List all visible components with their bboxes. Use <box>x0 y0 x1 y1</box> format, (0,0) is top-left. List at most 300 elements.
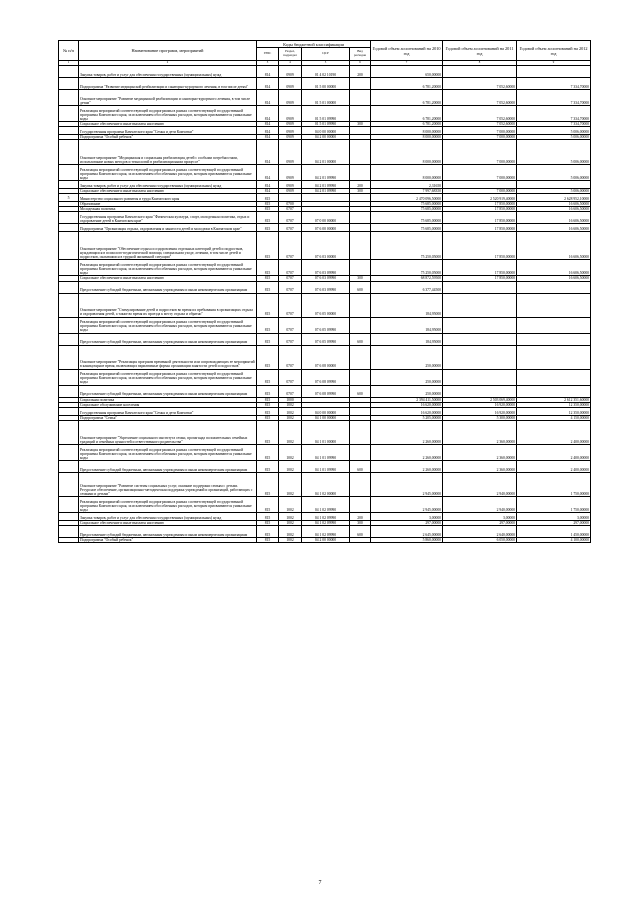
amount-2012-cell: 1 450,00000 <box>517 525 591 537</box>
section-code-cell: 0707 <box>279 281 302 293</box>
grbs-cell: 814 <box>257 135 279 140</box>
amount-2011-cell: 2 940,00000 <box>443 472 517 496</box>
section-code-cell: 1002 <box>279 496 302 512</box>
grbs-cell: 815 <box>257 207 279 212</box>
amount-2012-cell <box>517 66 591 78</box>
row-number-cell <box>59 472 79 496</box>
expense-type-cell <box>350 194 371 202</box>
row-number-cell <box>59 293 79 317</box>
expense-type-cell: 600 <box>350 333 371 345</box>
section-code-cell: 0707 <box>279 207 302 212</box>
amount-2010-cell: 75 685,00000 <box>371 207 443 212</box>
expense-type-cell <box>350 232 371 260</box>
grbs-cell: 815 <box>257 402 279 407</box>
amount-2010-cell: 2 945,00000 <box>371 472 443 496</box>
section-code-cell: 0909 <box>279 181 302 189</box>
amount-2010-cell: 2 645,00000 <box>371 525 443 537</box>
program-name-cell: Молодежная политика <box>79 207 257 212</box>
program-name-cell: Реализация мероприятий соответствующей подпрограммы в рамках соответствующей государственной программы Камчатского края, за исключением обособленных расходов, которым присваиваются уникальные коды <box>79 165 257 181</box>
grbs-cell: 815 <box>257 385 279 397</box>
amount-2010-cell: 250,00000 <box>371 369 443 385</box>
table-row <box>59 293 591 317</box>
grbs-cell: 815 <box>257 317 279 333</box>
amount-2010-cell: 16 620,00000 <box>371 402 443 407</box>
program-name-cell: Социальное обслуживание населения <box>79 402 257 407</box>
grbs-cell: 814 <box>257 122 279 127</box>
section-code-cell: 0909 <box>279 66 302 78</box>
program-name-cell: Подпрограмма "Особый ребенок" <box>79 537 257 542</box>
csr-code-cell: 07 0 00 00000 <box>302 212 350 224</box>
program-name-cell: Основное мероприятие "Реализация программ временной деятельности или сопровождающих ее мероприятий в каникулярное время, включающих вариативные формы организации занятости детей и подростков" <box>79 345 257 369</box>
row-number-cell <box>59 78 79 90</box>
amount-2010-cell: 6 781,20000 <box>371 106 443 122</box>
section-code-cell: 1002 <box>279 520 302 525</box>
program-name-cell: Государственная программа Камчатского края "Физическая культура, спорт, молодежная политика, отдых и оздоровление детей в Камчатском крае" <box>79 212 257 224</box>
grbs-cell: 815 <box>257 397 279 402</box>
grbs-cell: 815 <box>257 444 279 460</box>
amount-2012-cell <box>517 333 591 345</box>
section-code-cell: 0707 <box>279 212 302 224</box>
amount-2012-cell: 4 150,00000 <box>517 415 591 420</box>
amount-2011-cell <box>443 385 517 397</box>
amount-2011-cell <box>443 281 517 293</box>
row-number-cell <box>59 232 79 260</box>
amount-2012-cell <box>517 385 591 397</box>
row-number-cell <box>59 224 79 232</box>
program-name-cell: Социальное обеспечение и иные выплаты населению <box>79 122 257 127</box>
table-row <box>59 90 591 106</box>
csr-code-cell: 04 1 02 09990 <box>302 525 350 537</box>
section-code-cell: 1002 <box>279 512 302 520</box>
grbs-cell: 815 <box>257 194 279 202</box>
amount-2011-cell: 297,00000 <box>443 520 517 525</box>
budget-document-page <box>58 40 590 543</box>
amount-2010-cell: 2 260,00000 <box>371 444 443 460</box>
grbs-cell: 814 <box>257 90 279 106</box>
grbs-cell: 815 <box>257 369 279 385</box>
table-row <box>59 496 591 512</box>
header-2011: Годовой объем ассигнований на 2011 год <box>443 41 517 61</box>
csr-code-cell: 01 5 00 00000 <box>302 78 350 90</box>
table-header <box>59 41 591 66</box>
section-code-cell: 1000 <box>279 397 302 402</box>
amount-2011-cell <box>443 66 517 78</box>
program-name-cell: Предоставление субсидий бюджетным, автономным учреждениям и иным некоммерческим организациям <box>79 281 257 293</box>
csr-code-cell: 07 6 08 09990 <box>302 385 350 397</box>
expense-type-cell: 300 <box>350 122 371 127</box>
grbs-cell: 815 <box>257 212 279 224</box>
expense-type-cell: 200 <box>350 181 371 189</box>
amount-2010-cell: 5 860,00000 <box>371 537 443 542</box>
grbs-cell: 815 <box>257 472 279 496</box>
csr-code-cell: 04 2 01 09990 <box>302 189 350 194</box>
row-number-cell <box>59 537 79 542</box>
expense-type-cell: 600 <box>350 281 371 293</box>
expense-type-cell: 200 <box>350 66 371 78</box>
section-code-cell: 0707 <box>279 224 302 232</box>
table-row <box>59 212 591 224</box>
amount-2012-cell: 12 350,00000 <box>517 407 591 415</box>
expense-type-cell: 600 <box>350 385 371 397</box>
row-number-cell <box>59 525 79 537</box>
amount-2011-cell: 2 503 069,40000 <box>443 397 517 402</box>
amount-2010-cell: 8 000,00000 <box>371 140 443 165</box>
amount-2012-cell: 16 606,50000 <box>517 232 591 260</box>
grbs-cell: 815 <box>257 345 279 369</box>
table-row <box>59 122 591 127</box>
amount-2012-cell <box>517 181 591 189</box>
expense-type-cell <box>350 420 371 444</box>
section-code-cell: 0707 <box>279 369 302 385</box>
section-code-cell: 0909 <box>279 127 302 135</box>
program-name-cell: Подпрограмма "Развитие медицинской реабилитации и санаторно-курортного лечения, в том числе детям" <box>79 78 257 90</box>
amount-2012-cell: 4 100,00000 <box>517 537 591 542</box>
amount-2010-cell: 7 997,68350 <box>371 189 443 194</box>
amount-2011-cell: 7 052,60000 <box>443 122 517 127</box>
amount-2011-cell: 2 940,00000 <box>443 496 517 512</box>
section-code-cell: 0909 <box>279 106 302 122</box>
amount-2011-cell: 6 050,00000 <box>443 537 517 542</box>
section-code-cell: 0707 <box>279 232 302 260</box>
amount-2010-cell: 75 685,00000 <box>371 212 443 224</box>
amount-2012-cell: 2 400,00000 <box>517 460 591 472</box>
section-code-cell <box>279 194 302 202</box>
expense-type-cell: 600 <box>350 460 371 472</box>
amount-2010-cell: 6 781,20000 <box>371 122 443 127</box>
amount-2011-cell: 2 520 919,40000 <box>443 194 517 202</box>
budget-table <box>58 40 591 543</box>
table-row <box>59 232 591 260</box>
amount-2010-cell: 68 872,59500 <box>371 276 443 281</box>
expense-type-cell: 300 <box>350 276 371 281</box>
amount-2011-cell: 17 850,00000 <box>443 260 517 276</box>
expense-type-cell <box>350 537 371 542</box>
amount-2011-cell: 5 300,00000 <box>443 415 517 420</box>
grbs-cell: 815 <box>257 512 279 520</box>
amount-2012-cell: 2 612 351,60000 <box>517 397 591 402</box>
amount-2010-cell: 2 945,00000 <box>371 496 443 512</box>
amount-2010-cell: 75 685,00000 <box>371 202 443 207</box>
amount-2012-cell: 16 606,50000 <box>517 207 591 212</box>
program-name-cell: Подпрограмма "Организация отдыха, оздоровления и занятости детей и молодежи в Камчатском крае" <box>79 224 257 232</box>
csr-code-cell: 07 6 03 09990 <box>302 281 350 293</box>
csr-code-cell: 01 5 01 00000 <box>302 90 350 106</box>
amount-2011-cell: 7 052,60000 <box>443 106 517 122</box>
csr-code-cell: 04 2 00 00000 <box>302 537 350 542</box>
program-name-cell: Предоставление субсидий бюджетным, автономным учреждениям и иным некоммерческим организациям <box>79 525 257 537</box>
row-number-cell <box>59 420 79 444</box>
table-row <box>59 140 591 165</box>
row-number-cell <box>59 140 79 165</box>
amount-2011-cell: 17 850,00000 <box>443 212 517 224</box>
table-row <box>59 181 591 189</box>
csr-code-cell: 07 6 05 00000 <box>302 293 350 317</box>
program-name-cell: Основное мероприятие "Обеспечение отдыха и оздоровления отдельных категорий детей и подростков, нуждающихся в психолого-педагогической помощи, специальном уходе, лечении, в том числе детей и подростков, оказавшихся в трудной жизненной ситуации" <box>79 232 257 260</box>
program-name-cell: Предоставление субсидий бюджетным, автономным учреждениям и иным некоммерческим организациям <box>79 460 257 472</box>
table-row <box>59 194 591 202</box>
grbs-cell: 814 <box>257 165 279 181</box>
csr-code-cell: 01 5 01 09990 <box>302 122 350 127</box>
amount-2012-cell <box>517 293 591 317</box>
amount-2010-cell: 184,95000 <box>371 293 443 317</box>
row-number-cell <box>59 90 79 106</box>
expense-type-cell <box>350 140 371 165</box>
expense-type-cell <box>350 224 371 232</box>
row-number-cell <box>59 512 79 520</box>
amount-2011-cell: 17 850,00000 <box>443 207 517 212</box>
header-num: № п/п <box>59 41 79 61</box>
program-name-cell: Подпрограмма "Семья" <box>79 415 257 420</box>
amount-2011-cell: 7 000,00000 <box>443 135 517 140</box>
expense-type-cell <box>350 444 371 460</box>
csr-code-cell: 07 6 03 09990 <box>302 276 350 281</box>
section-code-cell: 1002 <box>279 407 302 415</box>
grbs-cell: 815 <box>257 281 279 293</box>
table-row <box>59 345 591 369</box>
expense-type-cell <box>350 407 371 415</box>
program-name-cell: Основное мероприятие "Развитие системы социальных услуг, оказание поддержки семьям с детьми. Ресурсное обеспечение, организационно-методическая поддержка учреждений и организаций, работающих с семьями и детьми" <box>79 472 257 496</box>
amount-2010-cell: 8 000,00000 <box>371 165 443 181</box>
section-code-cell: 0909 <box>279 189 302 194</box>
table-body <box>59 66 591 543</box>
csr-code-cell: 07 6 03 09990 <box>302 260 350 276</box>
expense-type-cell <box>350 345 371 369</box>
section-code-cell: 0909 <box>279 78 302 90</box>
csr-code-cell: 04 1 02 09990 <box>302 496 350 512</box>
csr-code-cell: 07 6 08 09990 <box>302 369 350 385</box>
row-number-cell <box>59 369 79 385</box>
amount-2012-cell: 2 628 952,10000 <box>517 194 591 202</box>
section-code-cell: 1002 <box>279 472 302 496</box>
table-row <box>59 165 591 181</box>
expense-type-cell: 600 <box>350 525 371 537</box>
expense-type-cell <box>350 496 371 512</box>
amount-2011-cell: 3,00000 <box>443 512 517 520</box>
column-number: 7 <box>371 61 443 66</box>
row-number-cell <box>59 181 79 189</box>
grbs-cell: 814 <box>257 181 279 189</box>
section-code-cell: 1002 <box>279 525 302 537</box>
amount-2012-cell: 2 400,00000 <box>517 420 591 444</box>
expense-type-cell: 300 <box>350 520 371 525</box>
expense-type-cell <box>350 106 371 122</box>
csr-code-cell: 07 6 08 00000 <box>302 345 350 369</box>
amount-2011-cell: 17 850,00000 <box>443 224 517 232</box>
csr-code-cell: 04 1 00 00000 <box>302 415 350 420</box>
table-row <box>59 537 591 542</box>
amount-2010-cell: 2 394 411,50000 <box>371 397 443 402</box>
program-name-cell: Предоставление субсидий бюджетным, автономным учреждениям и иным некоммерческим организациям <box>79 333 257 345</box>
grbs-cell: 815 <box>257 202 279 207</box>
amount-2011-cell: 7 000,00000 <box>443 165 517 181</box>
table-row <box>59 317 591 333</box>
amount-2011-cell: 16 920,00000 <box>443 402 517 407</box>
row-number-cell <box>59 496 79 512</box>
amount-2011-cell: 17 850,00000 <box>443 232 517 260</box>
program-name-cell: Социальная политика <box>79 397 257 402</box>
grbs-cell: 814 <box>257 106 279 122</box>
csr-code-cell: 01 4 02 10190 <box>302 66 350 78</box>
amount-2011-cell: 16 920,00000 <box>443 407 517 415</box>
amount-2011-cell: 17 850,00000 <box>443 202 517 207</box>
row-number-cell <box>59 212 79 224</box>
row-number-cell: 5 <box>59 194 79 202</box>
table-row <box>59 276 591 281</box>
amount-2011-cell: 2 360,00000 <box>443 444 517 460</box>
program-name-cell: Реализация мероприятий соответствующей подпрограммы в рамках соответствующей государственной программы Камчатского края, за исключением обособленных расходов, которым присваиваются уникальные коды <box>79 106 257 122</box>
amount-2010-cell: 75 685,00000 <box>371 224 443 232</box>
column-number: 9 <box>517 61 591 66</box>
amount-2011-cell: 2 360,00000 <box>443 460 517 472</box>
grbs-cell: 815 <box>257 407 279 415</box>
grbs-cell: 815 <box>257 525 279 537</box>
amount-2012-cell: 16 606,50000 <box>517 276 591 281</box>
amount-2012-cell: 1 750,00000 <box>517 472 591 496</box>
row-number-cell <box>59 106 79 122</box>
program-name-cell: Реализация мероприятий соответствующей подпрограммы в рамках соответствующей государственной программы Камчатского края, за исключением обособленных расходов, которым присваиваются уникальные коды <box>79 496 257 512</box>
amount-2011-cell: 7 000,00000 <box>443 140 517 165</box>
header-2010: Годовой объем ассигнований на 2010 год <box>371 41 443 61</box>
amount-2012-cell <box>517 369 591 385</box>
expense-type-cell <box>350 293 371 317</box>
program-name-cell: Государственная программа Камчатского края "Семья и дети Камчатки" <box>79 127 257 135</box>
program-name-cell: Социальное обеспечение и иные выплаты населению <box>79 276 257 281</box>
amount-2012-cell: 5 006,00000 <box>517 135 591 140</box>
row-number-cell <box>59 260 79 276</box>
program-name-cell: Реализация мероприятий соответствующей подпрограммы в рамках соответствующей государственной программы Камчатского края, за исключением обособленных расходов, которым присваиваются уникальные коды <box>79 317 257 333</box>
csr-code-cell: 07 6 05 09990 <box>302 317 350 333</box>
amount-2012-cell: 7 334,70000 <box>517 106 591 122</box>
row-number-cell <box>59 407 79 415</box>
amount-2012-cell: 7 334,70000 <box>517 122 591 127</box>
amount-2011-cell <box>443 345 517 369</box>
expense-type-cell <box>350 317 371 333</box>
amount-2010-cell: 184,95000 <box>371 333 443 345</box>
expense-type-cell <box>350 472 371 496</box>
expense-type-cell <box>350 212 371 224</box>
amount-2011-cell: 7 000,00000 <box>443 127 517 135</box>
header-name: Наименование программ, мероприятий <box>79 41 257 61</box>
csr-code-cell: 04 0 00 00000 <box>302 407 350 415</box>
grbs-cell: 815 <box>257 420 279 444</box>
grbs-cell: 815 <box>257 460 279 472</box>
amount-2012-cell: 5 006,00000 <box>517 140 591 165</box>
csr-code-cell: 04 2 01 00000 <box>302 140 350 165</box>
program-name-cell: Государственная программа Камчатского края "Семья и дети Камчатки" <box>79 407 257 415</box>
amount-2011-cell <box>443 293 517 317</box>
page-number: 7 <box>318 880 322 886</box>
column-number: 5 <box>302 61 350 66</box>
amount-2010-cell: 250,00000 <box>371 385 443 397</box>
section-code-cell: 1002 <box>279 444 302 460</box>
amount-2012-cell: 7 334,70000 <box>517 78 591 90</box>
csr-code-cell: 04 1 01 09990 <box>302 460 350 472</box>
amount-2012-cell: 1 750,00000 <box>517 496 591 512</box>
section-code-cell: 0909 <box>279 165 302 181</box>
amount-2012-cell: 5 006,00000 <box>517 165 591 181</box>
csr-code-cell: 07 6 05 09990 <box>302 333 350 345</box>
table-row <box>59 407 591 415</box>
header-2012: Годовой объем ассигнований на 2012 год <box>517 41 591 61</box>
grbs-cell: 815 <box>257 333 279 345</box>
table-row <box>59 106 591 122</box>
expense-type-cell: 300 <box>350 189 371 194</box>
csr-code-cell: 04 2 01 09990 <box>302 165 350 181</box>
amount-2012-cell: 16 606,50000 <box>517 202 591 207</box>
amount-2011-cell <box>443 333 517 345</box>
amount-2010-cell: 2 260,00000 <box>371 420 443 444</box>
amount-2012-cell: 16 606,50000 <box>517 260 591 276</box>
amount-2012-cell: 297,00000 <box>517 520 591 525</box>
amount-2010-cell: 2 260,00000 <box>371 460 443 472</box>
grbs-cell: 815 <box>257 276 279 281</box>
program-name-cell: Основное мероприятие "Развитие медицинской реабилитации и санаторно-курортного лечения, в том числе детям" <box>79 90 257 106</box>
amount-2010-cell: 184,95000 <box>371 317 443 333</box>
csr-code-cell <box>302 194 350 202</box>
program-name-cell: Основное мероприятие "Укрепление социального института семьи, пропаганда положительных семейных традиций и семейных ценностей и ответственного родительства" <box>79 420 257 444</box>
row-number-cell <box>59 345 79 369</box>
grbs-cell: 814 <box>257 189 279 194</box>
csr-code-cell: 04 2 00 00000 <box>302 135 350 140</box>
table-row <box>59 224 591 232</box>
column-number: 8 <box>443 61 517 66</box>
table-row <box>59 369 591 385</box>
grbs-cell: 814 <box>257 78 279 90</box>
program-name-cell: Реализация мероприятий соответствующей подпрограммы в рамках соответствующей государственной программы Камчатского края, за исключением обособленных расходов, которым присваиваются уникальные коды <box>79 444 257 460</box>
amount-2010-cell: 6 781,20000 <box>371 90 443 106</box>
table-row <box>59 281 591 293</box>
row-number-cell <box>59 444 79 460</box>
header-razdel: Раздел, подраздел <box>279 48 302 61</box>
amount-2010-cell: 3,00000 <box>371 512 443 520</box>
csr-code-cell: 04 1 02 00000 <box>302 472 350 496</box>
amount-2012-cell: 5 006,00000 <box>517 127 591 135</box>
column-number: 3 <box>257 61 279 66</box>
section-code-cell: 0707 <box>279 260 302 276</box>
expense-type-cell <box>350 165 371 181</box>
program-name-cell: Предоставление субсидий бюджетным, автономным учреждениям и иным некоммерческим организациям <box>79 385 257 397</box>
program-name-cell: Реализация мероприятий соответствующей подпрограммы в рамках соответствующей государственной программы Камчатского края, за исключением обособленных расходов, которым присваиваются уникальные коды <box>79 260 257 276</box>
header-codes: Коды бюджетной классификации <box>257 41 371 48</box>
section-code-cell: 0707 <box>279 333 302 345</box>
grbs-cell: 815 <box>257 496 279 512</box>
csr-code-cell: 07 6 03 00000 <box>302 232 350 260</box>
amount-2010-cell: 5 205,00000 <box>371 415 443 420</box>
csr-code-cell: 04 1 02 09990 <box>302 520 350 525</box>
grbs-cell: 814 <box>257 66 279 78</box>
column-number: 2 <box>79 61 257 66</box>
amount-2012-cell: 16 606,50000 <box>517 224 591 232</box>
grbs-cell: 815 <box>257 415 279 420</box>
amount-2011-cell: 2 360,00000 <box>443 420 517 444</box>
amount-2011-cell: 2 640,00000 <box>443 525 517 537</box>
program-name-cell: Основное мероприятие "Стимулирование детей и подростков во время их пребывания в организациях отдыха и оздоровления детей, а также во время их проезда к месту отдыха и обратно" <box>79 293 257 317</box>
amount-2012-cell <box>517 317 591 333</box>
amount-2011-cell: 7 052,60000 <box>443 90 517 106</box>
table-row <box>59 444 591 460</box>
section-code-cell: 0707 <box>279 317 302 333</box>
table-row <box>59 520 591 525</box>
amount-2012-cell: 12 350,00000 <box>517 402 591 407</box>
section-code-cell: 1002 <box>279 537 302 542</box>
section-code-cell: 0707 <box>279 276 302 281</box>
amount-2010-cell: 297,00000 <box>371 520 443 525</box>
amount-2012-cell: 16 606,50000 <box>517 212 591 224</box>
amount-2010-cell: 250,00000 <box>371 345 443 369</box>
program-name-cell: Реализация мероприятий соответствующей подпрограммы в рамках соответствующей государственной программы Камчатского края, за исключением обособленных расходов, которым присваиваются уникальные коды <box>79 369 257 385</box>
amount-2010-cell: 8 000,00000 <box>371 127 443 135</box>
expense-type-cell: 200 <box>350 512 371 520</box>
